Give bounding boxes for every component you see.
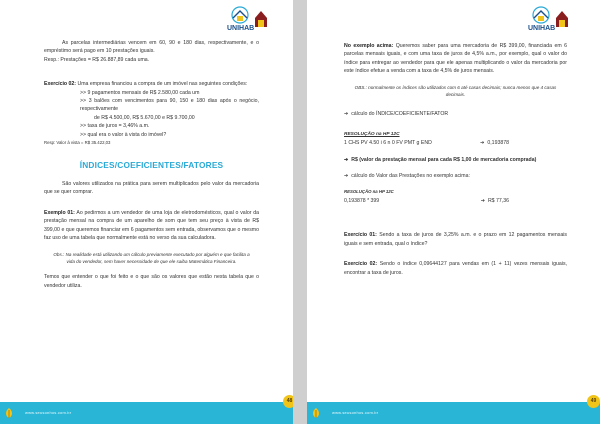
exercise-01-text: Sendo a taxa de juros de 3,25% a.m. e o prazo em 12 pagamentos mensais iguais e sem entrada, qual o índice? [344, 232, 567, 247]
resolution-result-2: ➔ R$ 77,36 [480, 197, 509, 204]
section-heading: ÍNDICES/COEFICIENTES/FATORES [79, 160, 224, 171]
condition-2: >> 3 balões com vencimentos para 90, 150 e 180 dias após o negócio, respectivamente [80, 98, 259, 113]
left-footer [0, 398, 293, 424]
resolution-keys-2: 0,193878 * 399 [344, 197, 380, 204]
example-01-label: Exemplo 01: [44, 209, 75, 216]
exercise-02-label: Exercício 02: [44, 81, 77, 88]
footer-site: www.seusonhos.com.br [332, 410, 379, 415]
calc-index-line [344, 110, 567, 118]
left-page [0, 0, 293, 424]
logo-text: UNIHAB [528, 25, 556, 32]
right-page [307, 0, 600, 424]
condition-1: >> 9 pagamentos mensais de R$ 2.580,00 cada um [80, 89, 200, 96]
rs-explanation [344, 156, 567, 164]
section-intro: São valores utilizados na prática para serem multiplicados pelo valor da mercadoria que se quer comprar. [44, 181, 259, 196]
condition-3: >> taxa de juros = 3,46% a.m. [80, 123, 150, 130]
example-text: Queremos saber para uma mercadoria de R$ 399,00, financiada em 6 parcelas mensais iguais, e com uma taxa de juros de 4,5% a.m., por exemplo, qual o valor do índice para entregar ao vendedor para que ele apenas multiplicando o valor da mercadoria por este índice efetue a venda com a taxa de 4,5% de juros mensais. [344, 43, 567, 75]
resolution-row-1 [344, 139, 567, 147]
arrow-icon: ➔ [344, 173, 349, 180]
exercise-02-text: Uma empresa financiou a compra de um imóvel nas seguintes condições: [77, 81, 248, 88]
example-01-text: Ao pedirmos a um vendedor de uma loja de eletrodomésticos, qual o valor da prestação mensal na compra de um aparelho de som que tem seu preço à vista de R$ 399,00 e que queremos financiar em 6 pagamentos sem entrada, observamos que o mesmo faz uso de uma tabela que normalmente está no verso da sua calculadora. [44, 209, 260, 242]
arrow-icon: ➔ [344, 111, 349, 118]
house-emblem-icon [555, 9, 569, 29]
left-page-content [44, 39, 259, 290]
right-page-content [344, 42, 567, 277]
page-gutter [293, 0, 307, 424]
unihab-logo [227, 6, 267, 40]
footer-site: www.seusonhos.com.br [25, 410, 72, 415]
parcelas-resp: Resp.: Prestações = R$ 26.887,89 cada uma. [44, 56, 150, 63]
page-number: 49 [587, 395, 600, 408]
exercise-02-label: Exercício 02: [344, 261, 378, 268]
house-emblem-icon [254, 9, 268, 29]
arrow-icon: ➔ [480, 197, 485, 204]
calc-installments-line [344, 172, 567, 180]
arrow-icon: ➔ [344, 156, 349, 163]
resolution-keys-1: 1 CHS PV 4.50 i 6 n 0 FV PMT g END [344, 140, 432, 147]
example-statement [344, 42, 567, 76]
calc-index-text: cálculo do ÍNDICE/COEFICIENTE/FATOR [351, 111, 449, 118]
resolution-row-2 [344, 197, 567, 205]
page-number: 48 [283, 395, 293, 408]
parcelas-text: As parcelas intermediárias vencem em 60, 90 e 180 dias, respectivamente, e o empréstimo será pago em 10 prestações iguais. [44, 40, 259, 55]
exercise-01-statement [344, 231, 567, 248]
right-footer [307, 398, 600, 424]
exercise-02-statement [44, 80, 259, 88]
closing-text: Temos que entender o que foi feito e o que são os valores que estão nesta tabela que o vendedor utiliza. [44, 274, 259, 289]
rs-explanation-text: R$ (valor da prestação mensal para cada R$ 1,00 de mercadoria comprada) [351, 156, 537, 163]
resolution-title-1: RESOLUÇÃO na HP 12C [344, 131, 400, 137]
unihab-logo [528, 6, 568, 40]
exercise-02-statement [344, 260, 567, 277]
calc-installments-text: cálculo do Valor das Prestações no exemplo acima: [351, 173, 470, 180]
exercise-01-label: Exercício 01: [344, 232, 377, 239]
condition-2-values: de R$ 4.500,00, R$ 5.670,00 e R$ 9.700,00 [94, 114, 195, 121]
arrow-icon: ➔ [480, 140, 485, 147]
leaf-icon [311, 407, 321, 419]
logo-text: UNIHAB [227, 25, 255, 32]
leaf-icon [4, 407, 14, 419]
decimal-note: OBS.: normalmente os índices são utilizados com 6 até casas decimais; nunca menos que 4 casas decimais. [354, 84, 557, 98]
example-01-statement [44, 209, 259, 243]
observation-note: Obs.: Na realidade está utilizando um cálculo previamente executado por alguém e que facilita a vida do vendedor, sem haver necessidade de que ele saiba Matemática Financeira. [53, 251, 250, 264]
exercise-02-resp: Resp: Valor à vista = R$ 35.422,03 [44, 140, 111, 146]
example-label: No exemplo acima: [344, 43, 394, 49]
resolution-title-2: RESOLUÇÃO na HP 12C [344, 189, 394, 195]
resolution-result-1: ➔ 0,193878 [480, 140, 509, 147]
condition-4: >> qual era o valor à vista do imóvel? [80, 131, 167, 138]
exercise-02-text: Sendo o índice 0,09644127 para vendas em (1 + 11) vezes mensais iguais, encontrar a taxa de juros. [344, 261, 567, 276]
